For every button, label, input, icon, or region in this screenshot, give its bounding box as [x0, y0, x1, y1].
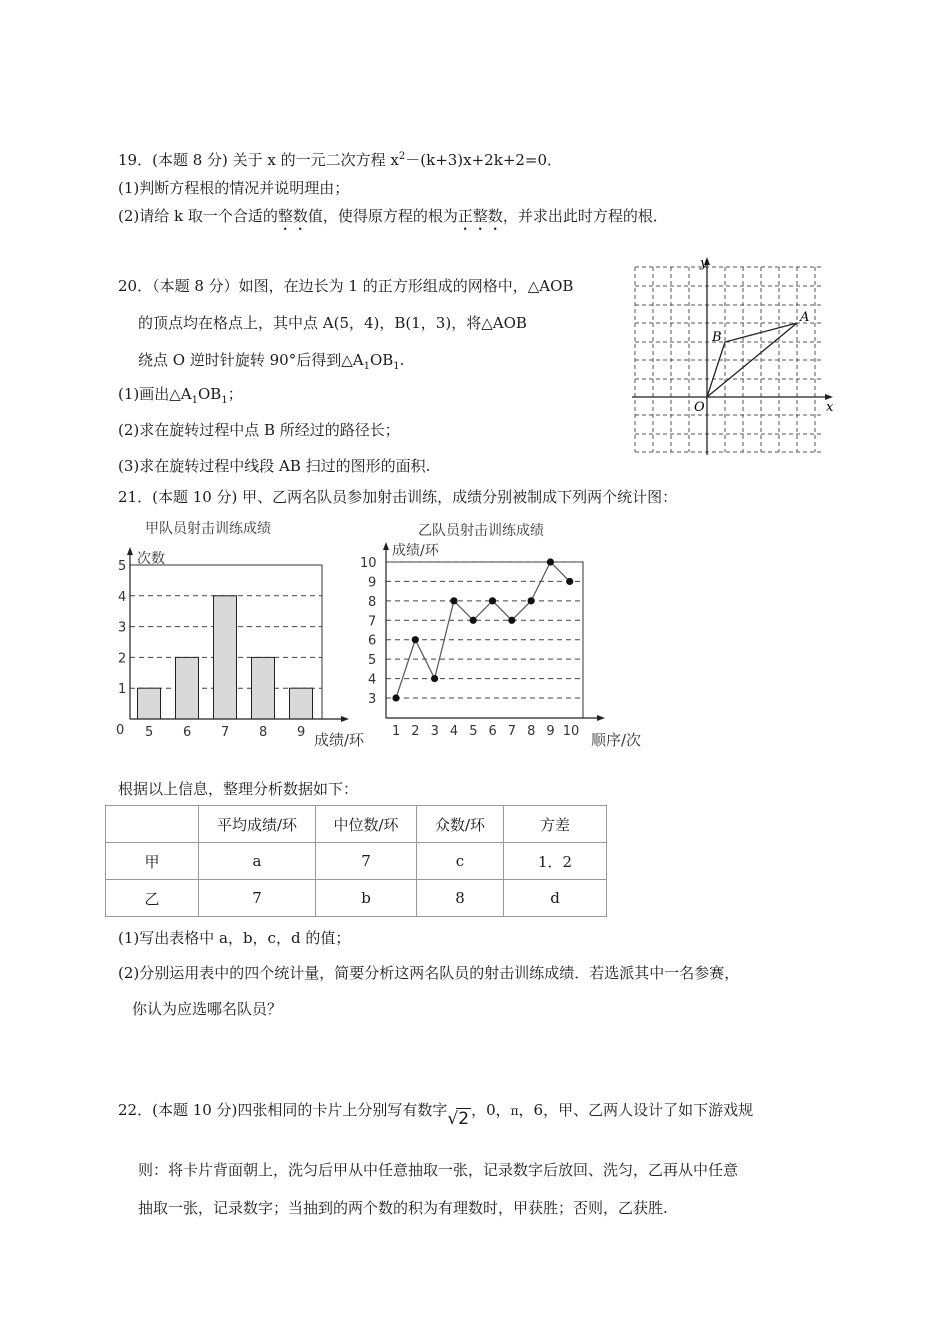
q21-part2-line2: 你认为应选哪名队员？	[132, 1000, 283, 1018]
bar-y-arrow-icon	[127, 547, 133, 555]
line-x-label: 顺序/次	[591, 731, 642, 749]
q21-analysis-intro: 根据以上信息，整理分析数据如下：	[118, 780, 359, 798]
line-series-path	[396, 562, 570, 698]
table-cell: b	[316, 880, 417, 917]
line-chart	[356, 538, 606, 743]
q22-line3: 抽取一张，记录数字；当抽到的两个数的积为有理数时，甲获胜；否则，乙获胜.	[138, 1199, 668, 1217]
label-b: B	[712, 330, 722, 345]
line-point-9	[547, 558, 554, 565]
table-cell: 8	[417, 880, 504, 917]
label-x: x	[826, 400, 834, 415]
q19-part1: (1)判断方程根的情况并说明理由；	[118, 179, 350, 197]
table-cell: 甲	[106, 843, 199, 880]
table-cell: c	[417, 843, 504, 880]
table-header-cell: 众数/环	[417, 806, 504, 843]
line-y-tick-label: 6	[368, 633, 377, 649]
line-x-tick-label: 6	[488, 724, 497, 739]
line-y-tick-label: 10	[360, 556, 377, 571]
bar-y-label: 次数	[137, 551, 165, 567]
line-chart-title: 乙队员射击训练成绩	[418, 523, 544, 539]
bar-8	[252, 657, 275, 719]
q20-line1: 20．（本题 8 分）如图，在边长为 1 的正方形组成的网格中，△AOB	[118, 277, 574, 295]
bar-y-tick-label: 3	[118, 620, 127, 636]
line-point-5	[470, 617, 477, 624]
line-point-6	[489, 597, 496, 604]
q20-grid-figure	[632, 255, 838, 455]
bar-6	[176, 657, 199, 719]
grid-lines	[635, 267, 822, 452]
bar-9	[290, 688, 313, 719]
bar-y-tick-label: 1	[118, 682, 127, 698]
bar-y-tick-label: 2	[118, 651, 127, 667]
line-x-tick-label: 5	[469, 724, 478, 739]
q19-stem: 19．(本题 8 分) 关于 x 的一元二次方程 $x^2-(k+3)x+2k+2=0$．	[118, 151, 563, 169]
line-x-tick-label: 3	[430, 724, 439, 739]
bar-x-tick-label: 9	[297, 725, 306, 740]
bar-7	[214, 596, 237, 719]
bar-x-tick-label: 7	[221, 725, 230, 740]
line-y-label: 成绩/环	[392, 543, 439, 559]
table-cell: 1．2	[504, 843, 607, 880]
line-point-4	[450, 597, 457, 604]
label-o: O	[694, 400, 705, 415]
table-header-cell: 平均成绩/环	[199, 806, 316, 843]
table-cell: d	[504, 880, 607, 917]
bar-chart-title: 甲队员射击训练成绩	[145, 521, 271, 537]
line-x-arrow-icon	[597, 715, 605, 721]
table-row	[106, 843, 607, 880]
q22-line1: 22．(本题 10 分)四张相同的卡片上分别写有数字√2 ，0，π，6，甲、乙两人设计了如下游戏规	[118, 1101, 754, 1129]
line-y-tick-label: 9	[368, 575, 377, 591]
line-x-tick-label: 10	[562, 724, 580, 739]
bar-x-tick-label: 5	[145, 725, 154, 740]
line-y-arrow-icon	[383, 542, 389, 550]
table-cell: a	[199, 843, 316, 880]
line-x-tick-label: 8	[527, 724, 536, 739]
bar-x-arrow-icon	[341, 716, 349, 722]
table-row	[106, 880, 607, 917]
line-x-tick-label: 9	[546, 724, 555, 739]
line-x-tick-label: 1	[392, 724, 401, 739]
q20-part3: (3)求在旋转过程中线段 AB 扫过的图形的面积.	[118, 457, 431, 475]
line-x-tick-label: 7	[507, 724, 517, 739]
q20-line3: 绕点 O 逆时针旋转 90°后得到$\triangle A_1OB_1$.	[138, 351, 405, 372]
line-point-10	[566, 578, 573, 585]
line-x-tick-label: 2	[411, 724, 420, 739]
line-y-tick-label: 7	[368, 614, 377, 630]
sqrt-two: √2	[447, 1109, 470, 1129]
line-point-1	[392, 694, 399, 701]
q21-stem: 21．(本题 10 分) 甲、乙两名队员参加射击训练，成绩分别被制成下列两个统计图：	[118, 488, 678, 506]
table-header-cell	[106, 806, 199, 843]
bar-x-tick-label: 8	[259, 725, 268, 740]
q21-part2-line1: (2)分别运用表中的四个统计量，简要分析这两名队员的射击训练成绩．若选派其中一名参赛，	[118, 964, 740, 982]
line-y-tick-label: 5	[368, 653, 377, 669]
q22-line2: 则：将卡片背面朝上，洗匀后甲从中任意抽取一张，记录数字后放回、洗匀，乙再从中任意	[138, 1161, 739, 1179]
table-cell: 7	[199, 880, 316, 917]
label-y: y	[700, 256, 708, 271]
line-point-2	[412, 636, 419, 643]
line-point-3	[431, 675, 438, 682]
line-point-7	[508, 617, 515, 624]
label-a: A	[800, 310, 810, 325]
q20-line2: 的顶点均在格点上，其中点 A(5，4)，B(1，3)，将△AOB	[138, 314, 527, 332]
line-x-tick-label: 4	[449, 724, 459, 739]
bar-chart	[112, 543, 358, 748]
table-header-cell: 方差	[504, 806, 607, 843]
bar-origin-label: 0	[116, 723, 125, 738]
table-cell: 7	[316, 843, 417, 880]
bar-5	[138, 688, 161, 719]
bar-y-tick-label: 4	[118, 589, 127, 605]
stats-table	[105, 805, 607, 917]
table-header-row	[106, 806, 607, 843]
q21-part1: (1)写出表格中 a，b，c，d 的值；	[118, 929, 351, 947]
bar-y-tick-label: 5	[118, 559, 127, 574]
q20-part2: (2)求在旋转过程中点 B 所经过的路径长；	[118, 421, 400, 439]
table-header-cell: 中位数/环	[316, 806, 417, 843]
table-cell: 乙	[106, 880, 199, 917]
q20-part1: (1)画出$\triangle A_1OB_1$；	[118, 385, 243, 406]
line-y-tick-label: 8	[368, 594, 377, 610]
line-y-tick-label: 4	[368, 672, 377, 688]
bar-x-tick-label: 6	[183, 725, 192, 740]
q19-part2: (2)请给 k 取一个合适的整数值，使得原方程的根为正整数，并求出此时方程的根．	[118, 207, 668, 225]
line-y-tick-label: 3	[368, 692, 377, 707]
bar-x-label: 成绩/环	[314, 731, 365, 749]
line-point-8	[528, 597, 535, 604]
